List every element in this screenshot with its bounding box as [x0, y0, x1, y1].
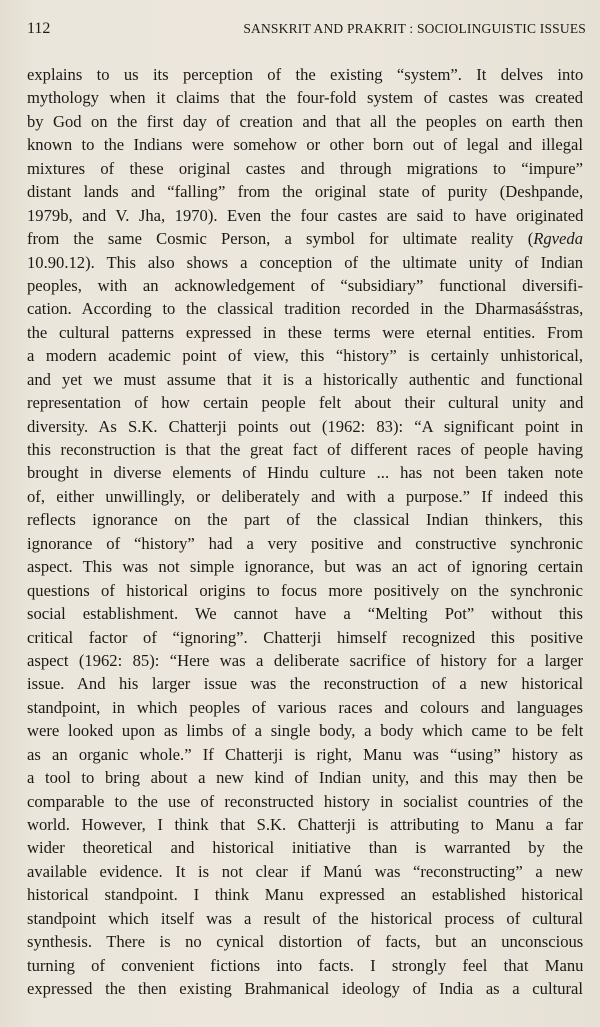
- text-line: historical standpoint. I think Manu expressed an established historical: [27, 885, 583, 905]
- text-line: representation of how certain people felt about their cultural unity and: [27, 393, 583, 413]
- text-line: turning of convenient fictions into facts. I strongly feel that Manu: [27, 955, 583, 975]
- running-head: SANSKRIT AND PRAKRIT : SOCIOLINGUISTIC ISSUES: [243, 21, 586, 36]
- text-line: ignorance of “history” had a very positive and constructive synchronic: [27, 533, 583, 553]
- text-line: were looked upon as limbs of a single body, a body which came to be felt: [27, 721, 583, 741]
- text-line: reflects ignorance on the part of the classical Indian thinkers, this: [27, 510, 583, 530]
- text-line: the cultural patterns expressed in these terms were eternal entities. From: [27, 322, 583, 342]
- text-line: by God on the first day of creation and that all the peoples on earth then: [27, 111, 583, 131]
- text-line: explains to us its perception of the existing “system”. It delves into: [27, 65, 583, 84]
- text-line: a tool to bring about a new kind of Indian unity, and this may then be: [27, 768, 583, 788]
- text-line: from the same Cosmic Person, a symbol for ultimate reality (Rgveda: [27, 229, 583, 249]
- page-header: [27, 18, 586, 40]
- text-line: mixtures of these original castes and through migrations to “impure”: [27, 158, 583, 178]
- text-line: diversity. As S.K. Chatterji points out (1962: 83): “A significant point in: [27, 416, 583, 436]
- text-line: of, either unwillingly, or deliberately and with a purpose.” If indeed this: [27, 486, 583, 506]
- text-line: a modern academic point of view, this “history” is certainly unhistorical,: [27, 346, 583, 366]
- text-line: known to the Indians were somehow or other born out of legal and illegal: [27, 135, 583, 155]
- text-line: available evidence. It is not clear if Manú was “reconstructing” a new: [27, 861, 583, 881]
- text-line: 10.90.12). This also shows a conception of the ultimate unity of Indian: [27, 252, 583, 272]
- page-number: 112: [27, 20, 51, 37]
- body-text: [27, 63, 583, 1001]
- text-line: mythology when it claims that the four-fold system of castes was created: [27, 88, 583, 108]
- text-line: social establishment. We cannot have a “Melting Pot” without this: [27, 604, 583, 624]
- text-line: world. However, I think that S.K. Chatterji is attributing to Manu a far: [27, 815, 583, 834]
- text-line: expressed the then existing Brahmanical ideology of India as a cultural: [27, 979, 583, 999]
- text-line: synthesis. There is no cynical distortion of facts, but an unconscious: [27, 932, 583, 952]
- text-line: this reconstruction is that the great fact of different races of people having: [27, 440, 583, 459]
- text-line: peoples, with an acknowledgement of “subsidiary” functional diversifi-: [27, 275, 583, 295]
- text-line: distant lands and “falling” from the original state of purity (Deshpande,: [27, 182, 583, 202]
- text-line: standpoint which itself was a result of the historical process of cultural: [27, 908, 583, 928]
- italic-term: Rgveda: [533, 229, 583, 249]
- text-line: aspect. This was not simple ignorance, but was an act of ignoring certain: [27, 557, 583, 577]
- text-line: aspect (1962: 85): “Here was a deliberate sacrifice of history for a larger: [27, 650, 583, 670]
- text-line: issue. And his larger issue was the reconstruction of a new historical: [27, 674, 583, 694]
- text-line: and yet we must assume that it is a historically authentic and functional: [27, 369, 583, 389]
- text-line: critical factor of “ignoring”. Chatterji himself recognized this positive: [27, 627, 583, 647]
- text-line: standpoint, in which peoples of various races and colours and languages: [27, 697, 583, 717]
- text-line: wider theoretical and historical initiative than is warranted by the: [27, 838, 583, 858]
- text-line: brought in diverse elements of Hindu culture ... has not been taken note: [27, 463, 583, 483]
- text-line: cation. According to the classical tradition recorded in the Dharmasáśstras,: [27, 299, 583, 319]
- text-line: comparable to the use of reconstructed history in socialist countries of the: [27, 791, 583, 811]
- text-line: 1979b, and V. Jha, 1970). Even the four castes are said to have originated: [27, 205, 583, 225]
- text-line: as an organic whole.” If Chatterji is right, Manu was “using” history as: [27, 744, 583, 764]
- text-line: questions of historical origins to focus more positively on the synchronic: [27, 580, 583, 600]
